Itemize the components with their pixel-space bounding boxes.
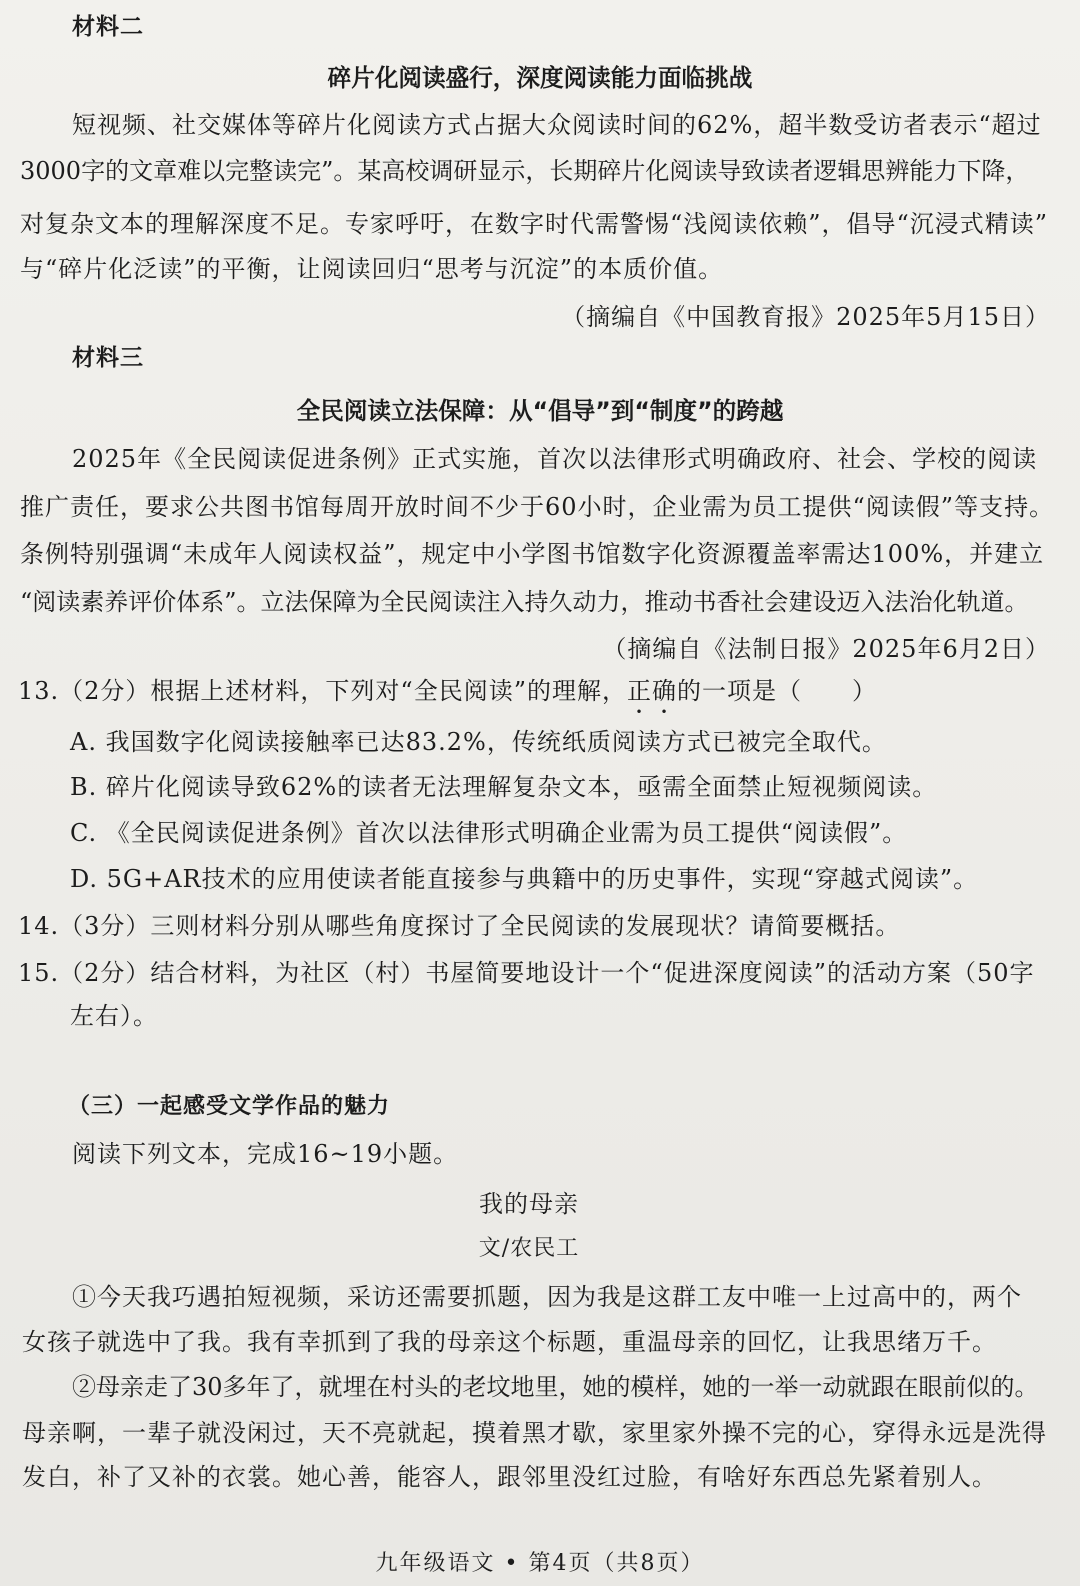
section-3-heading: （三）一起感受文学作品的魅力	[68, 1094, 391, 1119]
question-13-stem-pre: 13.（2分）根据上述材料，下列对“全民阅读”的理解，	[18, 677, 627, 705]
question-14: 14.（3分）三则材料分别从哪些角度探讨了全民阅读的发展现状？请简要概括。	[18, 912, 901, 940]
material2-title: 碎片化阅读盛行，深度阅读能力面临挑战	[327, 64, 753, 92]
question-13-option-c: C. 《全民阅读促进条例》首次以法律形式明确企业需为员工提供“阅读假”。	[70, 819, 908, 847]
article-paragraph-1-line-2: 女孩子就选中了我。我有幸抓到了我的母亲这个标题，重温母亲的回忆，让我思绪万千。	[22, 1328, 997, 1356]
question-13-option-b: B. 碎片化阅读导致62%的读者无法理解复杂文本，亟需全面禁止短视频阅读。	[70, 773, 938, 801]
material3-label: 材料三	[72, 344, 144, 371]
article-paragraph-2-line-3: 发白，补了又补的衣裳。她心善，能容人，跟邻里没红过脸，有啥好东西总先紧着别人。	[22, 1463, 997, 1491]
article-paragraph-2-line-2: 母亲啊，一辈子就没闲过，天不亮就起，摸着黑才歇，家里家外操不完的心，穿得永远是洗得	[22, 1419, 1047, 1447]
question-13-stem	[18, 676, 877, 719]
question-13-emphasis: 正确	[626, 677, 677, 705]
material2-line-3: 对复杂文本的理解深度不足。专家呼吁，在数字时代需警惕“浅阅读依赖”，倡导“沉浸式精读”	[20, 210, 1049, 238]
question-15-line-1: 15.（2分）结合材料，为社区（村）书屋简要地设计一个“促进深度阅读”的活动方案（50字	[18, 959, 1035, 987]
question-13-option-a: A. 我国数字化阅读接触率已达83.2%，传统纸质阅读方式已被完全取代。	[70, 728, 887, 756]
question-15-line-2: 左右）。	[70, 1002, 158, 1030]
article-author: 文/农民工	[478, 1236, 580, 1261]
material3-source: （摘编自《法制日报》2025年6月2日）	[602, 635, 1050, 663]
material2-label: 材料二	[72, 13, 144, 40]
question-13-stem-post: 的一项是（ ）	[676, 677, 877, 705]
material2-line-1: 短视频、社交媒体等碎片化阅读方式占据大众阅读时间的62%，超半数受访者表示“超过	[72, 111, 1042, 139]
material2-line-4: 与“碎片化泛读”的平衡，让阅读回归“思考与沉淀”的本质价值。	[20, 255, 724, 283]
material3-title: 全民阅读立法保障：从“倡导”到“制度”的跨越	[296, 397, 784, 425]
article-paragraph-1-line-1: ①今天我巧遇拍短视频，采访还需要抓题，因为我是这群工友中唯一上过高中的，两个	[72, 1283, 1022, 1311]
material3-line-1: 2025年《全民阅读促进条例》正式实施，首次以法律形式明确政府、社会、学校的阅读	[72, 445, 1038, 473]
material2-line-2: 3000字的文章难以完整读完”。某高校调研显示，长期碎片化阅读导致读者逻辑思辨能力下降，	[20, 157, 1030, 185]
material3-line-2: 推广责任，要求公共图书馆每周开放时间不少于60小时，企业需为员工提供“阅读假”等支持。	[20, 493, 1055, 521]
material3-line-4: “阅读素养评价体系”。立法保障为全民阅读注入持久动力，推动书香社会建设迈入法治化轨道。	[20, 588, 1029, 616]
material3-line-3: 条例特别强调“未成年人阅读权益”，规定中小学图书馆数字化资源覆盖率需达100%，并建立	[20, 540, 1045, 568]
article-title: 我的母亲	[479, 1190, 579, 1218]
question-13-option-d: D. 5G+AR技术的应用使读者能直接参与典籍中的历史事件，实现“穿越式阅读”。	[70, 865, 979, 893]
material2-source: （摘编自《中国教育报》2025年5月15日）	[561, 303, 1050, 331]
section-3-instruction: 阅读下列文本，完成16~19小题。	[72, 1140, 459, 1168]
article-paragraph-2-line-1: ②母亲走了30多年了，就埋在村头的老坟地里，她的模样，她的一举一动就跟在眼前似的。	[72, 1373, 1039, 1401]
page-footer: 九年级语文 • 第4页（共8页）	[375, 1551, 705, 1576]
